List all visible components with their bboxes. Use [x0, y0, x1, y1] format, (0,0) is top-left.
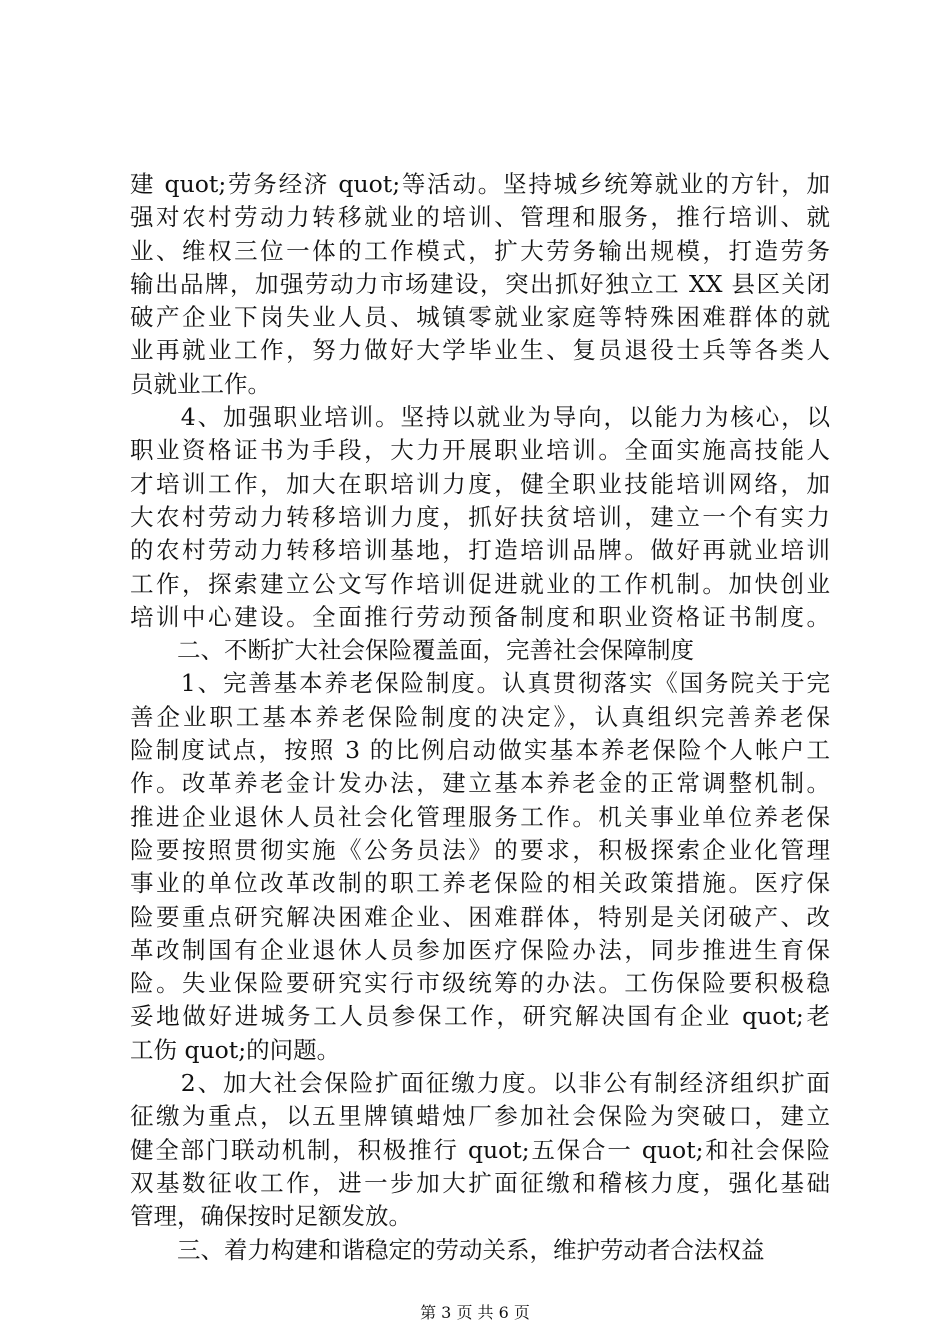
text-line: 输出品牌，加强劳动力市场建设，突出抓好独立工 XX 县区关闭 — [130, 269, 830, 298]
text-line: 作。改革养老金计发办法，建立基本养老金的正常调整机制。 — [130, 769, 830, 798]
text-line: 善企业职工基本养老保险制度的决定》，认真组织完善养老保 — [130, 702, 830, 731]
text-line: 险制度试点，按照 3 的比例启动做实基本养老保险个人帐户工 — [130, 736, 830, 765]
text-line: 妥地做好进城务工人员参保工作，研究解决国有企业 quot;老 — [130, 1002, 830, 1031]
section-heading: 三、着力构建和谐稳定的劳动关系，维护劳动者合法权益 — [130, 1235, 765, 1264]
text-line: 1、完善基本养老保险制度。认真贯彻落实《国务院关于完 — [130, 669, 830, 698]
text-line: 业、维权三位一体的工作模式，扩大劳务输出规模，打造劳务 — [130, 236, 830, 265]
text-line: 2、加大社会保险扩面征缴力度。以非公有制经济组织扩面 — [130, 1069, 830, 1098]
text-line: 业再就业工作，努力做好大学毕业生、复员退役士兵等各类人 — [130, 336, 830, 365]
page-footer: 第 3 页 共 6 页 — [420, 1303, 530, 1322]
text-line: 才培训工作，加大在职培训力度，健全职业技能培训网络，加 — [130, 469, 830, 498]
text-line: 培训中心建设。全面推行劳动预备制度和职业资格证书制度。 — [130, 602, 830, 631]
section-heading: 二、不断扩大社会保险覆盖面，完善社会保障制度 — [130, 636, 694, 665]
text-line: 征缴为重点，以五里牌镇蜡烛厂参加社会保险为突破口，建立 — [130, 1102, 830, 1131]
text-line: 推进企业退休人员社会化管理服务工作。机关事业单位养老保 — [130, 802, 830, 831]
text-line: 职业资格证书为手段，大力开展职业培训。全面实施高技能人 — [130, 436, 830, 465]
text-line: 工伤 quot;的问题。 — [130, 1035, 341, 1064]
text-line: 建 quot;劳务经济 quot;等活动。坚持城乡统筹就业的方针，加 — [130, 170, 830, 198]
text-line: 的农村劳动力转移培训基地，打造培训品牌。做好再就业培训 — [130, 536, 830, 565]
text-line: 破产企业下岗失业人员、城镇零就业家庭等特殊困难群体的就 — [130, 303, 830, 332]
text-line: 双基数征收工作，进一步加大扩面征缴和稽核力度，强化基础 — [130, 1168, 830, 1197]
text-line: 员就业工作。 — [130, 369, 271, 398]
text-line: 险要重点研究解决困难企业、困难群体，特别是关闭破产、改 — [130, 902, 830, 931]
text-line: 管理，确保按时足额发放。 — [130, 1202, 412, 1231]
text-line: 事业的单位改革改制的职工养老保险的相关政策措施。医疗保 — [130, 869, 830, 898]
text-line: 工作，探索建立公文写作培训促进就业的工作机制。加快创业 — [130, 569, 830, 598]
text-line: 险要按照贯彻实施《公务员法》的要求，积极探索企业化管理 — [130, 835, 830, 864]
text-line: 革改制国有企业退休人员参加医疗保险办法，同步推进生育保 — [130, 935, 830, 964]
text-line: 险。失业保险要研究实行市级统筹的办法。工伤保险要积极稳 — [130, 969, 830, 998]
document-body — [130, 168, 830, 1267]
text-line: 4、加强职业培训。坚持以就业为导向，以能力为核心，以 — [130, 403, 830, 432]
text-line: 强对农村劳动力转移就业的培训、管理和服务，推行培训、就 — [130, 203, 830, 232]
text-line: 大农村劳动力转移培训力度，抓好扶贫培训，建立一个有实力 — [130, 502, 830, 531]
text-line: 健全部门联动机制，积极推行 quot;五保合一 quot;和社会保险 — [130, 1135, 830, 1164]
